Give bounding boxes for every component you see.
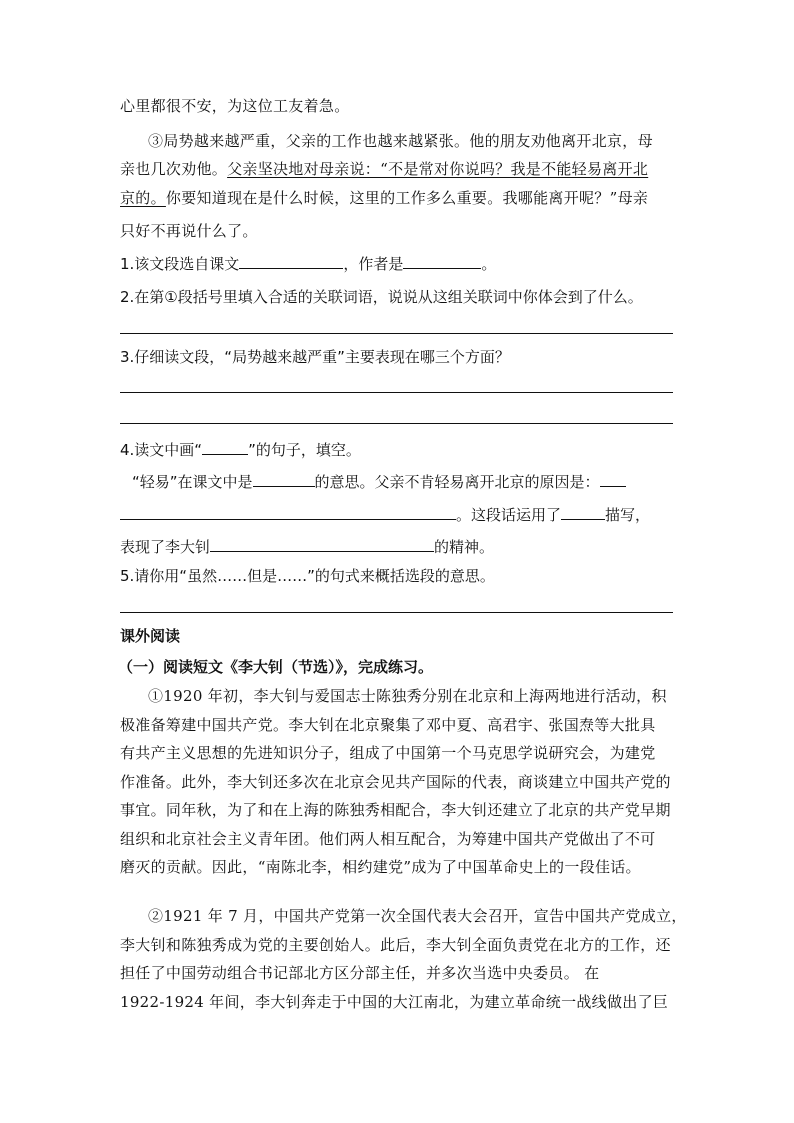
- question-4-fill: [120, 472, 676, 492]
- answer-line[interactable]: [120, 612, 673, 613]
- question-5: 5.请你用“虽然……但是……”的句式来概括选段的意思。: [120, 567, 495, 585]
- answer-line[interactable]: [120, 423, 673, 424]
- passage-line: 作准备。此外，李大钊还多次在北京会见共产国际的代表，商谈建立中国共产党的: [120, 773, 671, 791]
- passage-line: 磨灭的贡献。因此，“南陈北李，相约建党”成为了中国革命史上的一段佳话。: [120, 858, 641, 876]
- question-text: 。这段话运用了: [456, 506, 562, 524]
- passage-line: 担任了中国劳动组合书记部北方区分部主任，并多次当选中央委员。 在: [120, 964, 600, 982]
- answer-blank[interactable]: [561, 505, 605, 520]
- question-text: ”的句子，填空。: [248, 441, 361, 459]
- passage-line: 事宜。同年秋，为了和在上海的陈独秀相配合，李大钊还建立了北京的共产党早期: [120, 801, 671, 819]
- passage-line: 组织和北京社会主义青年团。他们两人相互配合，为筹建中国共产党做出了不可: [120, 830, 656, 848]
- answer-blank[interactable]: [239, 254, 343, 269]
- question-text: 表现了李大钊: [120, 538, 211, 556]
- passage-line: [120, 159, 676, 179]
- passage-line: ③局势越来越严重，父亲的工作也越来越紧张。他的朋友劝他离开北京，母: [148, 132, 653, 150]
- passage-line: [120, 188, 676, 208]
- underlined-sentence: 父亲坚决地对母亲说：“不是常对你说吗？我是不能轻易离开北: [227, 160, 649, 178]
- question-text: “轻易”在课文中是: [132, 473, 253, 491]
- question-4-fill: [120, 505, 676, 525]
- passage-line: 心里都很不安，为这位工友着急。: [120, 97, 350, 115]
- question-text: 的意思。父亲不肯轻易离开北京的原因是：: [314, 473, 600, 491]
- section-heading: 课外阅读: [120, 627, 181, 645]
- answer-blank[interactable]: [253, 472, 315, 487]
- section-subheading: （一）阅读短文《李大钊（节选）》，完成练习。: [118, 658, 434, 676]
- passage-line: 李大钊和陈独秀成为党的主要创始人。此后，李大钊全面负责党在北方的工作，还: [120, 936, 671, 954]
- question-4-fill: [120, 537, 676, 557]
- passage-line: 只好不再说什么了。: [120, 222, 258, 240]
- answer-line[interactable]: [120, 333, 673, 334]
- question-1: [120, 254, 676, 274]
- question-text: 描写，: [605, 506, 651, 524]
- passage-line: 有共产主义思想的先进知识分子，组成了中国第一个马克思学说研究会，为建党: [120, 744, 656, 762]
- answer-blank[interactable]: [210, 537, 434, 552]
- question-text: 。: [481, 255, 497, 273]
- question-3: 3.仔细读文段，“局势越来越严重”主要表现在哪三个方面？: [120, 348, 510, 366]
- passage-line: 极准备筹建中国共产党。李大钊在北京聚集了邓中夏、高君宇、张国焘等大批具: [120, 716, 656, 734]
- question-text: ，作者是: [343, 255, 404, 273]
- passage-line: 1922-1924 年间，李大钊奔走于中国的大江南北，为建立革命统一战线做出了巨: [120, 993, 669, 1011]
- answer-blank[interactable]: [120, 505, 456, 520]
- question-text: 的精神。: [434, 538, 495, 556]
- passage-line: ②1921 年 7 月，中国共产党第一次全国代表大会召开，宣告中国共产党成立，: [148, 907, 687, 925]
- passage-text: 亲也几次劝他。: [120, 160, 228, 178]
- passage-text: 你要知道现在是什么时候，这里的工作多么重要。我哪能离开呢？”母亲: [165, 189, 649, 207]
- answer-blank[interactable]: [403, 254, 481, 269]
- question-text: 1.该文段选自课文: [120, 255, 240, 273]
- question-2: 2.在第①段括号里填入合适的关联词语，说说从这组关联词中你体会到了什么。: [120, 288, 643, 306]
- underline-sample: [202, 440, 248, 455]
- passage-line: ①1920 年初，李大钊与爱国志士陈独秀分别在北京和上海两地进行活动，积: [148, 687, 667, 705]
- question-text: 4.读文中画“: [120, 441, 203, 459]
- underlined-sentence: 京的。: [120, 189, 166, 207]
- answer-blank[interactable]: [600, 472, 626, 487]
- answer-line[interactable]: [120, 392, 673, 393]
- question-4: [120, 440, 676, 460]
